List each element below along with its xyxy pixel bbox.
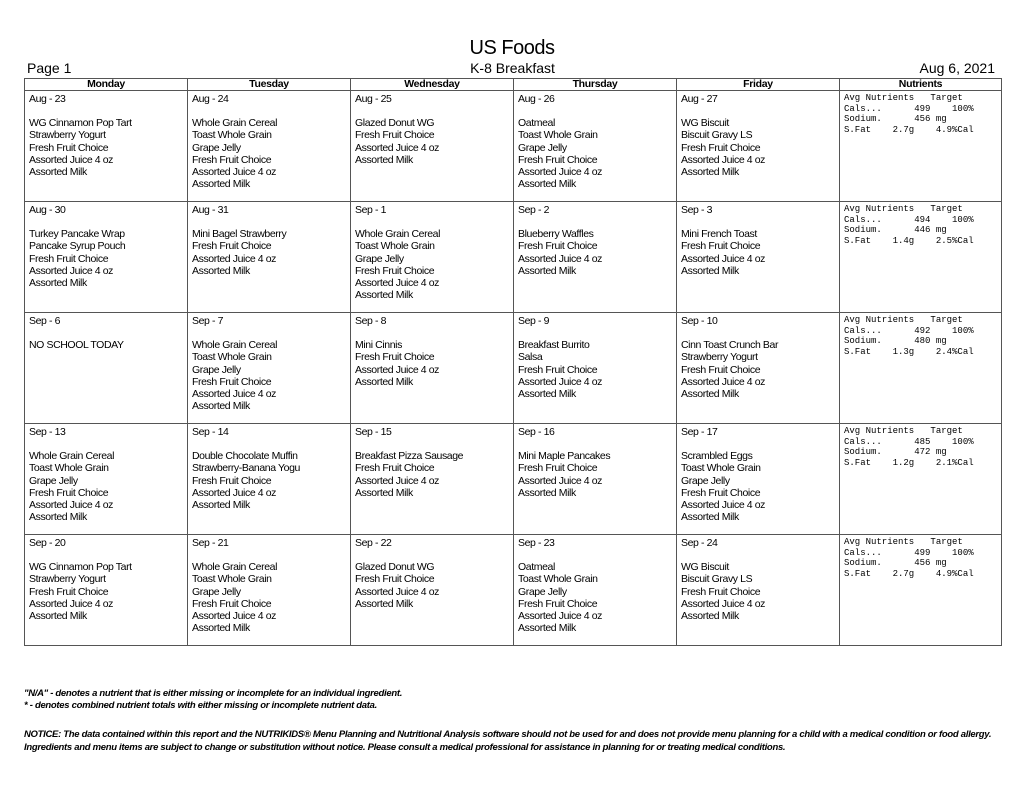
day-cell — [351, 313, 514, 424]
menu-item: Toast Whole Grain — [29, 462, 109, 475]
menu-item: Assorted Milk — [681, 166, 739, 179]
nutrient-line: Cals... 494 100% — [844, 214, 974, 225]
day-date: Aug - 23 — [29, 93, 66, 105]
week-row — [25, 91, 1002, 202]
menu-item: Assorted Milk — [518, 486, 576, 499]
menu-item: Assorted Milk — [192, 622, 250, 635]
day-cell — [188, 91, 351, 202]
menu-item: Mini Maple Pancakes — [518, 450, 611, 462]
week-row — [25, 313, 1002, 424]
footnote-asterisk: * - denotes combined nutrient totals with either missing or incomplete nutrient data. — [24, 700, 377, 711]
menu-item: Assorted Milk — [192, 400, 250, 413]
menu-item: Assorted Milk — [681, 511, 739, 524]
menu-item: Assorted Juice 4 oz — [192, 610, 277, 623]
menu-item: Fresh Fruit Choice — [518, 363, 598, 376]
week-row — [25, 202, 1002, 313]
report-subheader — [24, 60, 1001, 77]
menu-item: Glazed Donut WG — [355, 117, 435, 129]
menu-item: Fresh Fruit Choice — [355, 573, 435, 586]
day-date: Sep - 13 — [29, 426, 66, 438]
day-cell — [514, 91, 677, 202]
menu-item: Fresh Fruit Choice — [355, 129, 435, 142]
menu-item: Assorted Milk — [681, 388, 739, 401]
menu-item: WG Cinnamon Pop Tart — [29, 117, 132, 129]
menu-item: Fresh Fruit Choice — [518, 597, 598, 610]
menu-item: Fresh Fruit Choice — [29, 252, 109, 265]
menu-item: Grape Jelly — [518, 141, 567, 154]
menu-item: Breakfast Pizza Sausage — [355, 450, 464, 462]
nutrients-cell — [840, 313, 1002, 424]
menu-item: Whole Grain Cereal — [29, 450, 115, 462]
day-date: Sep - 6 — [29, 315, 61, 327]
menu-item: Fresh Fruit Choice — [192, 240, 272, 253]
menu-item: Toast Whole Grain — [518, 129, 598, 142]
menu-item: Cinn Toast Crunch Bar — [681, 339, 779, 351]
menu-item: NO SCHOOL TODAY — [29, 339, 124, 351]
menu-item: Toast Whole Grain — [518, 573, 598, 586]
menu-item: Fresh Fruit Choice — [192, 597, 272, 610]
menu-item: Salsa — [518, 351, 543, 364]
menu-item: Assorted Milk — [192, 178, 250, 191]
menu-item: Breakfast Burrito — [518, 339, 590, 351]
menu-item: Assorted Juice 4 oz — [29, 264, 114, 277]
menu-item: Biscuit Gravy LS — [681, 573, 753, 586]
nutrient-line: S.Fat 1.3g 2.4%Cal — [844, 346, 974, 357]
menu-item: Pancake Syrup Pouch — [29, 240, 126, 253]
day-cell — [25, 535, 188, 646]
day-date: Sep - 17 — [681, 426, 718, 438]
menu-item: Assorted Juice 4 oz — [29, 153, 114, 166]
day-cell — [677, 424, 840, 535]
day-date: Sep - 20 — [29, 537, 66, 549]
day-cell — [514, 424, 677, 535]
menu-item: Assorted Juice 4 oz — [681, 153, 766, 166]
nutrient-line: Cals... 499 100% — [844, 547, 974, 558]
footnotes — [24, 688, 1004, 712]
day-date: Sep - 16 — [518, 426, 555, 438]
menu-item: Strawberry Yogurt — [29, 573, 106, 586]
menu-item: Assorted Juice 4 oz — [192, 252, 277, 265]
day-cell — [677, 202, 840, 313]
day-date: Sep - 14 — [192, 426, 229, 438]
menu-item: Mini French Toast — [681, 228, 757, 240]
day-date: Aug - 31 — [192, 204, 229, 216]
nutrient-line: Avg Nutrients Target — [844, 204, 963, 214]
menu-item: Assorted Milk — [355, 289, 413, 302]
menu-item: Assorted Milk — [355, 375, 413, 388]
menu-item: Toast Whole Grain — [192, 129, 272, 142]
nutrient-line: Avg Nutrients Target — [844, 537, 963, 547]
nutrients-cell — [840, 202, 1002, 313]
nutrients-cell — [840, 424, 1002, 535]
menu-item: Assorted Milk — [355, 486, 413, 499]
menu-item: Fresh Fruit Choice — [681, 240, 761, 253]
menu-item: Assorted Juice 4 oz — [192, 166, 277, 179]
menu-item: Assorted Milk — [29, 610, 87, 623]
nutrient-line: S.Fat 2.7g 4.9%Cal — [844, 124, 974, 135]
menu-item: Assorted Milk — [355, 153, 413, 166]
day-cell — [677, 91, 840, 202]
day-date: Aug - 27 — [681, 93, 718, 105]
nutrient-line: S.Fat 1.4g 2.5%Cal — [844, 235, 974, 246]
day-date: Sep - 10 — [681, 315, 718, 327]
menu-item: Grape Jelly — [518, 585, 567, 598]
menu-item: Grape Jelly — [192, 363, 241, 376]
nutrient-line: Avg Nutrients Target — [844, 426, 963, 436]
day-cell — [514, 535, 677, 646]
menu-item: Oatmeal — [518, 561, 555, 573]
page-number: Page 1 — [27, 60, 72, 76]
menu-item: Assorted Juice 4 oz — [681, 252, 766, 265]
day-date: Sep - 1 — [355, 204, 387, 216]
nutrient-line: Avg Nutrients Target — [844, 315, 963, 325]
menu-item: Assorted Milk — [29, 511, 87, 524]
day-date: Aug - 30 — [29, 204, 66, 216]
menu-item: Fresh Fruit Choice — [681, 486, 761, 499]
day-cell — [188, 313, 351, 424]
nutrient-line: Sodium. 480 mg — [844, 336, 947, 347]
menu-item: Assorted Milk — [518, 622, 576, 635]
menu-calendar-table — [24, 78, 1002, 646]
menu-item: Assorted Juice 4 oz — [355, 474, 440, 487]
menu-item: Toast Whole Grain — [681, 462, 761, 475]
menu-item: Assorted Juice 4 oz — [29, 499, 114, 512]
menu-item: Assorted Milk — [192, 499, 250, 512]
menu-item: Mini Bagel Strawberry — [192, 228, 287, 240]
day-cell — [514, 202, 677, 313]
menu-name: K-8 Breakfast — [470, 60, 555, 76]
day-cell — [351, 91, 514, 202]
menu-item: Assorted Milk — [518, 388, 576, 401]
menu-item: Assorted Juice 4 oz — [518, 166, 603, 179]
menu-item: Fresh Fruit Choice — [518, 153, 598, 166]
menu-item: Assorted Milk — [518, 178, 576, 191]
nutrient-line: Cals... 492 100% — [844, 325, 974, 336]
day-date: Sep - 7 — [192, 315, 224, 327]
day-date: Sep - 24 — [681, 537, 718, 549]
menu-item: Toast Whole Grain — [192, 573, 272, 586]
day-cell — [188, 202, 351, 313]
nutrient-line: Sodium. 472 mg — [844, 447, 947, 458]
column-header-thursday: Thursday — [514, 79, 677, 91]
menu-item: Assorted Milk — [518, 264, 576, 277]
menu-item: Blueberry Waffles — [518, 228, 594, 240]
menu-item: Assorted Milk — [29, 277, 87, 290]
column-header-monday: Monday — [25, 79, 188, 91]
nutrient-line: S.Fat 2.7g 4.9%Cal — [844, 568, 974, 579]
menu-item: Assorted Juice 4 oz — [518, 474, 603, 487]
day-date: Sep - 21 — [192, 537, 229, 549]
menu-item: Fresh Fruit Choice — [29, 141, 109, 154]
menu-item: Assorted Juice 4 oz — [681, 375, 766, 388]
menu-item: Grape Jelly — [681, 474, 730, 487]
day-date: Aug - 25 — [355, 93, 392, 105]
menu-item: Grape Jelly — [355, 252, 404, 265]
menu-item: Assorted Juice 4 oz — [518, 375, 603, 388]
nutrient-line: Sodium. 456 mg — [844, 114, 947, 125]
day-cell — [25, 202, 188, 313]
menu-item: Fresh Fruit Choice — [192, 375, 272, 388]
menu-item: Fresh Fruit Choice — [681, 363, 761, 376]
column-header-tuesday: Tuesday — [188, 79, 351, 91]
menu-item: Assorted Juice 4 oz — [29, 597, 114, 610]
menu-item: Assorted Milk — [192, 264, 250, 277]
header-row — [25, 79, 1002, 91]
day-cell — [188, 424, 351, 535]
menu-item: Assorted Milk — [681, 264, 739, 277]
menu-item: Fresh Fruit Choice — [192, 153, 272, 166]
menu-item: Fresh Fruit Choice — [29, 585, 109, 598]
report-title: US Foods — [469, 37, 555, 59]
day-date: Sep - 23 — [518, 537, 555, 549]
nutrients-cell — [840, 91, 1002, 202]
menu-item: Assorted Juice 4 oz — [518, 252, 603, 265]
footnote-na: "N/A" - denotes a nutrient that is either missing or incomplete for an individual ingredient. — [24, 688, 403, 699]
column-header-friday: Friday — [677, 79, 840, 91]
menu-item: Assorted Milk — [681, 610, 739, 623]
week-row — [25, 535, 1002, 646]
menu-item: WG Biscuit — [681, 117, 729, 129]
menu-item: Whole Grain Cereal — [192, 339, 278, 351]
day-date: Sep - 22 — [355, 537, 392, 549]
menu-item: Fresh Fruit Choice — [355, 351, 435, 364]
report-date: Aug 6, 2021 — [919, 60, 995, 76]
day-cell — [677, 535, 840, 646]
day-cell — [351, 202, 514, 313]
menu-item: Assorted Juice 4 oz — [355, 277, 440, 290]
nutrient-line: Avg Nutrients Target — [844, 93, 963, 103]
menu-item: Grape Jelly — [29, 474, 78, 487]
menu-item: Oatmeal — [518, 117, 555, 129]
menu-item: Fresh Fruit Choice — [681, 585, 761, 598]
day-date: Sep - 15 — [355, 426, 392, 438]
nutrient-line: S.Fat 1.2g 2.1%Cal — [844, 457, 974, 468]
nutrients-cell — [840, 535, 1002, 646]
menu-item: Strawberry Yogurt — [681, 351, 758, 364]
menu-item: Assorted Juice 4 oz — [681, 499, 766, 512]
menu-item: Assorted Juice 4 oz — [192, 486, 277, 499]
column-header-wednesday: Wednesday — [351, 79, 514, 91]
menu-item: Fresh Fruit Choice — [681, 141, 761, 154]
menu-item: Fresh Fruit Choice — [518, 240, 598, 253]
menu-item: Whole Grain Cereal — [355, 228, 441, 240]
day-date: Aug - 26 — [518, 93, 555, 105]
menu-item: Fresh Fruit Choice — [29, 486, 109, 499]
menu-item: Fresh Fruit Choice — [355, 264, 435, 277]
menu-item: Grape Jelly — [192, 585, 241, 598]
menu-item: Double Chocolate Muffin — [192, 450, 298, 462]
menu-item: Assorted Milk — [29, 166, 87, 179]
day-cell — [351, 535, 514, 646]
day-cell — [25, 91, 188, 202]
menu-body — [25, 91, 1002, 646]
nutrient-line: Sodium. 456 mg — [844, 558, 947, 569]
day-cell — [514, 313, 677, 424]
menu-item: Mini Cinnis — [355, 339, 402, 351]
menu-item: Assorted Juice 4 oz — [355, 141, 440, 154]
week-row — [25, 424, 1002, 535]
menu-item: Fresh Fruit Choice — [192, 474, 272, 487]
menu-item: Scrambled Eggs — [681, 450, 753, 462]
column-header-nutrients: Nutrients — [840, 79, 1002, 91]
menu-item: Fresh Fruit Choice — [518, 462, 598, 475]
menu-item: Assorted Juice 4 oz — [355, 363, 440, 376]
menu-item: Toast Whole Grain — [192, 351, 272, 364]
menu-item: Whole Grain Cereal — [192, 561, 278, 573]
day-date: Sep - 3 — [681, 204, 713, 216]
day-date: Sep - 2 — [518, 204, 550, 216]
menu-item: Assorted Juice 4 oz — [681, 597, 766, 610]
menu-item: Grape Jelly — [192, 141, 241, 154]
day-cell — [25, 313, 188, 424]
day-date: Aug - 24 — [192, 93, 229, 105]
nutrient-line: Sodium. 446 mg — [844, 225, 947, 236]
day-cell — [188, 535, 351, 646]
menu-item: Toast Whole Grain — [355, 240, 435, 253]
day-date: Sep - 9 — [518, 315, 550, 327]
menu-item: Strawberry-Banana Yogu — [192, 462, 300, 475]
menu-item: Whole Grain Cereal — [192, 117, 278, 129]
menu-item: Assorted Juice 4 oz — [518, 610, 603, 623]
menu-item: WG Biscuit — [681, 561, 729, 573]
menu-item: Biscuit Gravy LS — [681, 129, 753, 142]
menu-item: Assorted Milk — [355, 597, 413, 610]
nutrient-line: Cals... 485 100% — [844, 436, 974, 447]
menu-item: WG Cinnamon Pop Tart — [29, 561, 132, 573]
day-cell — [351, 424, 514, 535]
notice-text: NOTICE: The data contained within this report and the NUTRIKIDS® Menu Planning and Nutritional Analysis software should not be used for and does not provide menu planning for a child with a medical condition or food allergy. Ingredients and menu items are subject to change or substitution without notice. Please consult a medical professional for assistance in planning for or treating medical conditions. — [24, 729, 992, 753]
day-cell — [677, 313, 840, 424]
nutrient-line: Cals... 499 100% — [844, 103, 974, 114]
day-cell — [25, 424, 188, 535]
menu-item: Glazed Donut WG — [355, 561, 435, 573]
menu-item: Strawberry Yogurt — [29, 129, 106, 142]
day-date: Sep - 8 — [355, 315, 387, 327]
menu-item: Fresh Fruit Choice — [355, 462, 435, 475]
menu-item: Assorted Juice 4 oz — [355, 585, 440, 598]
menu-item: Assorted Juice 4 oz — [192, 388, 277, 401]
menu-item: Turkey Pancake Wrap — [29, 228, 125, 240]
